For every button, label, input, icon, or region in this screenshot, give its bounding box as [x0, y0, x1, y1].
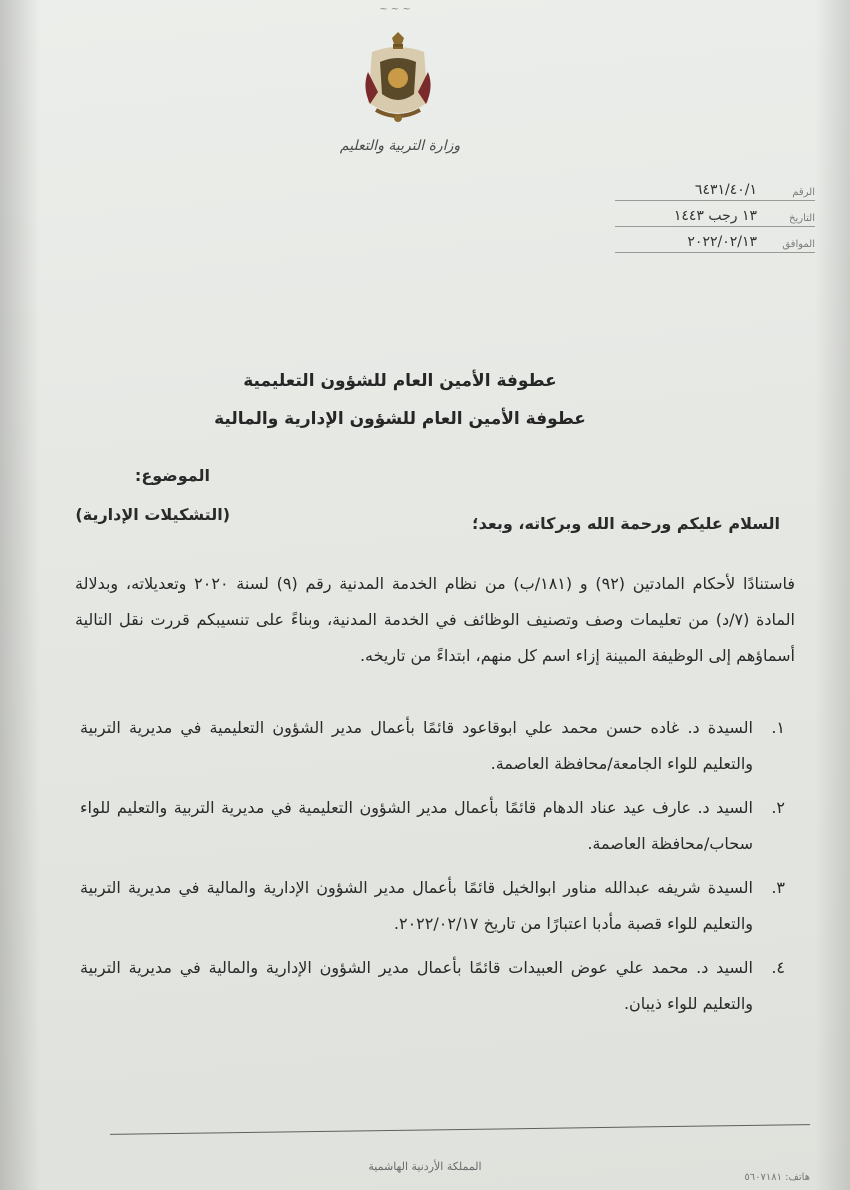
- addressee-line: عطوفة الأمين العام للشؤون التعليمية: [243, 371, 557, 391]
- footer-contact: هاتف: ٥٦٠٧١٨١: [744, 1172, 810, 1183]
- reference-number-label: الرقم: [792, 187, 815, 198]
- reference-corresponding-row: [615, 230, 815, 253]
- page-shadow-right: [815, 0, 850, 1190]
- reference-number-row: [615, 178, 815, 201]
- list-item-text: السيدة شريفه عبدالله مناور ابوالخيل قائمًا بأعمال مدير الشؤون الإدارية والمالية في مديرية التربية والتعليم للواء قصبة مأدبا اعتبارًا من تاريخ ٢٠٢٢/٠٢/١٧.: [80, 878, 753, 933]
- subject-label: الموضوع:: [134, 466, 210, 485]
- list-item: [80, 870, 785, 942]
- footer-country: المملكة الأردنية الهاشمية: [368, 1160, 482, 1173]
- ministry-name: وزارة التربية والتعليم: [339, 138, 461, 154]
- subject-value: (التشكيلات الإدارية): [75, 505, 230, 524]
- reference-corresponding-value: ٢٠٢٢/٠٢/١٣: [687, 234, 757, 250]
- list-item-number: ١.: [771, 718, 785, 737]
- top-watermark: ~ ~ ~: [379, 4, 411, 15]
- reference-number-value: ٦٤٣١/٤٠/١: [694, 182, 757, 198]
- list-item: [80, 790, 785, 862]
- list-item-text: السيدة د. غاده حسن محمد علي ابوقاعود قائمًا بأعمال مدير الشؤون التعليمية في مديرية التربية والتعليم للواء الجامعة/محافظة العاصمة.: [80, 718, 753, 773]
- coat-of-arms-icon: [358, 32, 438, 127]
- reference-date-label: التاريخ: [789, 213, 815, 224]
- reference-date-value: ١٣ رجب ١٤٤٣: [673, 208, 757, 224]
- list-item-text: السيد د. عارف عيد عناد الدهام قائمًا بأعمال مدير الشؤون التعليمية في مديرية التربية والتعليم للواء سحاب/محافظة العاصمة.: [80, 798, 753, 853]
- assignment-list: [80, 710, 785, 1030]
- reference-block: [615, 178, 815, 256]
- body-paragraph: فاستنادًا لأحكام المادتين (٩٢) و (١٨١/ب) من نظام الخدمة المدنية رقم (٩) لسنة ٢٠٢٠ وتعديلاته، وبدلالة المادة (٧/د) من تعليمات وصف وتصنيف الوظائف في الخدمة المدنية، وبناءً على تنسيبكم قررت نقل التالية أسماؤهم إلى الوظيفة المبينة إزاء اسم كل منهم، ابتداءً من تاريخه.: [75, 574, 796, 665]
- list-item-number: ٣.: [771, 878, 785, 897]
- footer-divider: [110, 1124, 810, 1135]
- list-item-text: السيد د. محمد علي عوض العبيدات قائمًا بأعمال مدير الشؤون الإدارية والمالية في مديرية التربية والتعليم للواء ذيبان.: [80, 958, 753, 1013]
- page-shadow-left: [0, 0, 40, 1190]
- list-item: [80, 950, 785, 1022]
- list-item-number: ٤.: [771, 958, 785, 977]
- list-item: [80, 710, 785, 782]
- addressee-line: عطوفة الأمين العام للشؤون الإدارية والمالية: [214, 409, 586, 429]
- list-item-number: ٢.: [771, 798, 785, 817]
- greeting: السلام عليكم ورحمة الله وبركاته، وبعد؛: [472, 514, 780, 533]
- reference-corresponding-label: الموافق: [782, 239, 815, 250]
- reference-date-row: [615, 204, 815, 227]
- addressee-block: [200, 362, 600, 438]
